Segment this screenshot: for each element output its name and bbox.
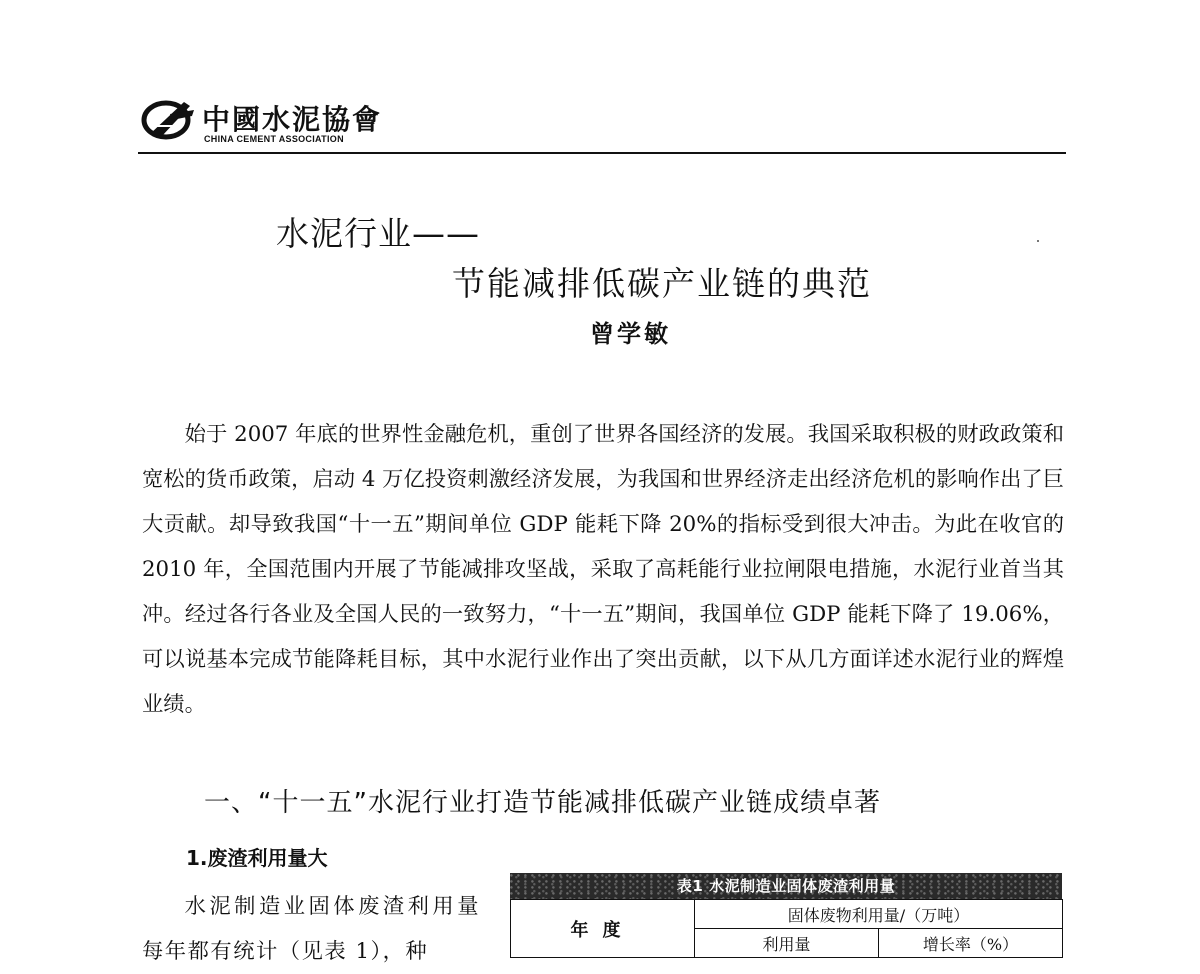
table-header-year: 年度 — [511, 900, 695, 958]
page-header — [140, 88, 1065, 154]
table-caption: 表1 水泥制造业固体废渣利用量 — [510, 873, 1062, 899]
table-header-row — [511, 900, 1063, 929]
scan-speck — [1037, 240, 1039, 242]
article-title-line-1: 水泥行业—— — [276, 214, 480, 253]
cement-association-logo-icon — [140, 96, 196, 142]
table-header-group: 固体废物利用量/（万吨） — [695, 900, 1063, 929]
logo-english-name: CHINA CEMENT ASSOCIATION — [204, 134, 344, 144]
section-heading: 一、“十一五”水泥行业打造节能减排低碳产业链成绩卓著 — [204, 788, 881, 818]
article-title-line-2: 节能减排低碳产业链的典范 — [452, 264, 872, 303]
table-body — [510, 899, 1063, 958]
logo-chinese-name: 中國水泥協會 — [202, 103, 383, 136]
waste-utilization-table — [510, 873, 1062, 963]
intro-paragraph: 始于 2007 年底的世界性金融危机，重创了世界各国经济的发展。我国采取积极的财政政策和宽松的货币政策，启动 4 万亿投资刺激经济发展，为我国和世界经济走出经济危机的影响作出了巨大贡献。却导致我国“十一五”期间单位 GDP 能耗下降 20%的指标受到很大冲击。为此在收官的 2010 年，全国范围内开展了节能减排攻坚战，采取了高耗能行业拉闸限电措施，水泥行业首当其冲。经过各行各业及全国人民的一致努力，“十一五”期间，我国单位 GDP 能耗下降了 19.06%，可以说基本完成节能降耗目标，其中水泥行业作出了突出贡献，以下从几方面详述水泥行业的辉煌业绩。 — [142, 422, 1064, 717]
header-divider — [138, 152, 1066, 154]
subsection-heading: 1.废渣利用量大 — [186, 846, 328, 870]
table-header-growth: 增长率（%） — [879, 929, 1063, 958]
section-paragraph: 水泥制造业固体废渣利用量每年都有统计（见表 1），种 — [142, 894, 480, 964]
table-header-usage: 利用量 — [695, 929, 879, 958]
article-author: 曾学敏 — [590, 319, 671, 348]
